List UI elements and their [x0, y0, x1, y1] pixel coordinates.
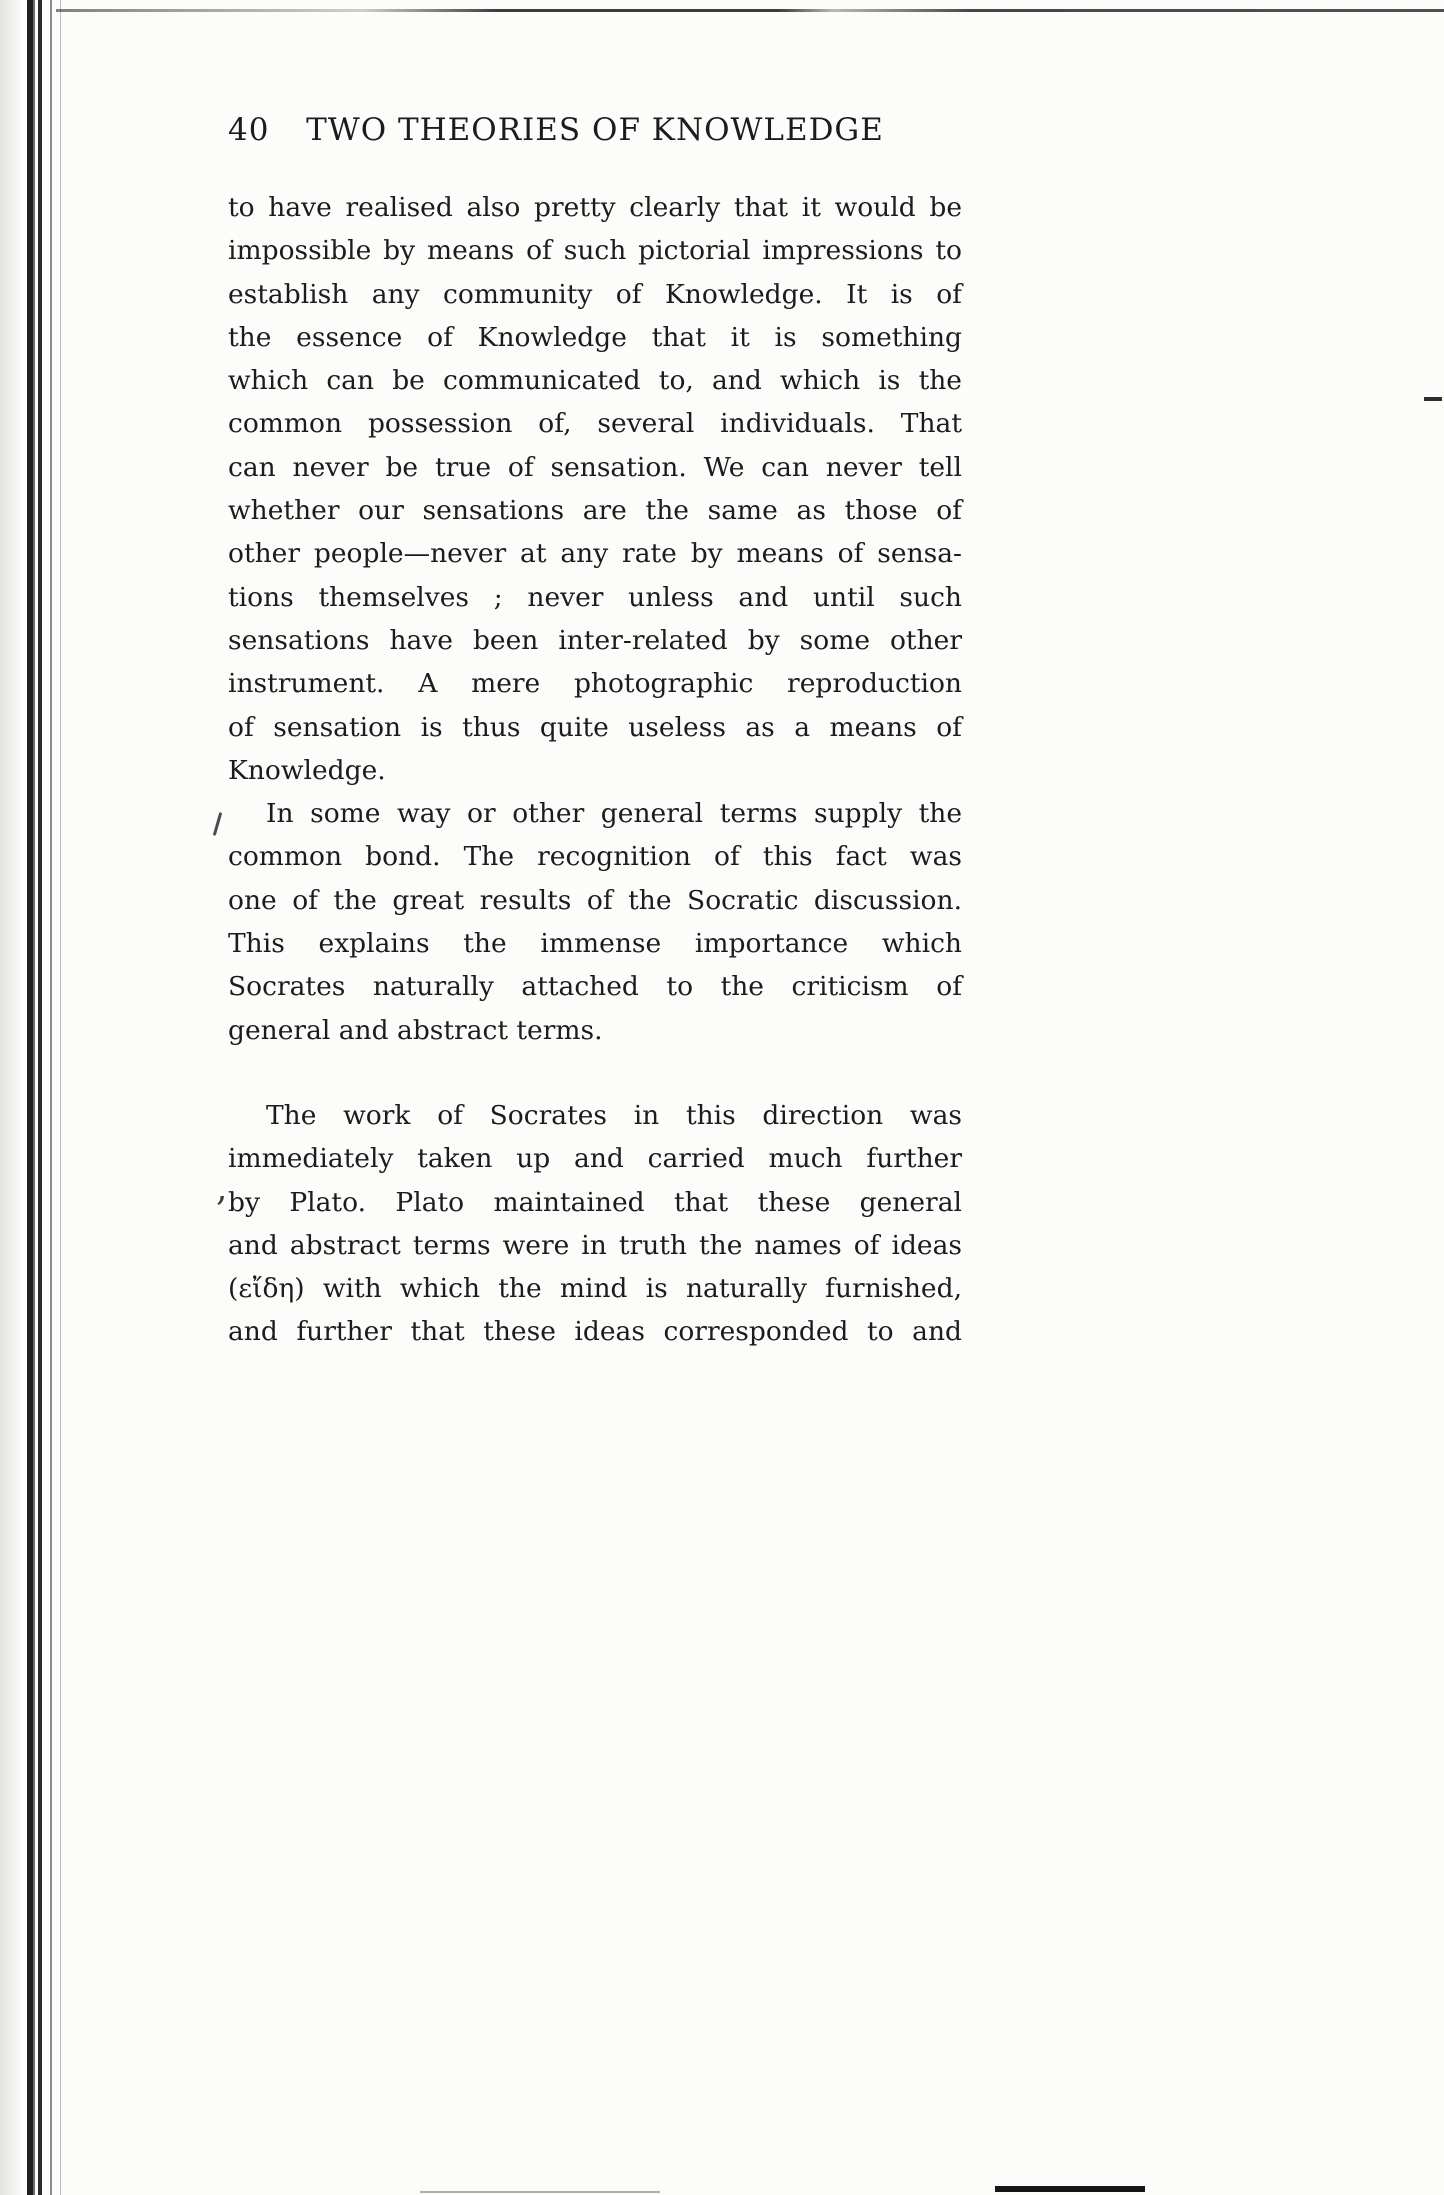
paragraph-2 — [228, 792, 962, 1052]
text-line: common possession of, several individuals. That — [228, 408, 962, 440]
paragraph-3 — [228, 1094, 962, 1354]
text-line: Socrates naturally attached to the criticism of — [228, 971, 962, 1003]
text-line: In some way or other general terms supply the — [266, 798, 962, 830]
paragraph-1 — [228, 186, 962, 792]
text-line: sensations have been inter-related by some other — [228, 624, 962, 656]
pencil-comma-mark: , — [216, 1168, 228, 1209]
text-line: general and abstract terms. — [228, 1014, 603, 1046]
text-line: which can be communicated to, and which is the — [228, 365, 962, 397]
text-line: to have realised also pretty clearly that it would be — [228, 192, 962, 223]
page-number: 40 — [228, 112, 270, 148]
text-line: common bond. The recognition of this fact was — [228, 841, 962, 873]
text-line: This explains the immense importance which — [228, 928, 962, 960]
text-line: and abstract terms were in truth the names of ideas — [228, 1229, 962, 1261]
text-line: of sensation is thus quite useless as a means of — [228, 711, 962, 743]
running-title: TWO THEORIES OF KNOWLEDGE — [306, 112, 884, 148]
scan-mark-right — [1424, 397, 1442, 401]
text-line: can never be true of sensation. We can never tell — [228, 451, 962, 483]
page-header — [228, 112, 962, 152]
pencil-tick-mark — [213, 812, 222, 836]
text-line: and further that these ideas corresponded to and — [228, 1316, 962, 1348]
book-binding-shadow — [0, 0, 90, 2195]
text-line: one of the great results of the Socratic discussion. — [228, 884, 962, 916]
scan-edge-top — [56, 9, 1444, 12]
text-line: the essence of Knowledge that it is something — [228, 321, 962, 353]
text-line: immediately taken up and carried much further — [228, 1143, 962, 1175]
text-line: by Plato. Plato maintained that these general — [228, 1186, 962, 1218]
text-line: The work of Socrates in this direction was — [266, 1099, 962, 1131]
scan-mark-bottom — [995, 2186, 1145, 2192]
text-line: establish any community of Knowledge. It is of — [228, 278, 962, 310]
text-line: whether our sensations are the same as those of — [228, 495, 962, 527]
text-line: instrument. A mere photographic reproduction — [228, 668, 962, 700]
text-line: Knowledge. — [228, 754, 386, 786]
scan-line-bottom — [420, 2191, 660, 2193]
text-block — [228, 186, 962, 1354]
text-line: (εἴδη) with which the mind is naturally furnished, — [228, 1273, 962, 1305]
text-line: other people—never at any rate by means of sensa- — [228, 538, 962, 570]
text-line: tions themselves ; never unless and until such — [228, 581, 962, 613]
text-line: impossible by means of such pictorial impressions to — [228, 235, 962, 267]
